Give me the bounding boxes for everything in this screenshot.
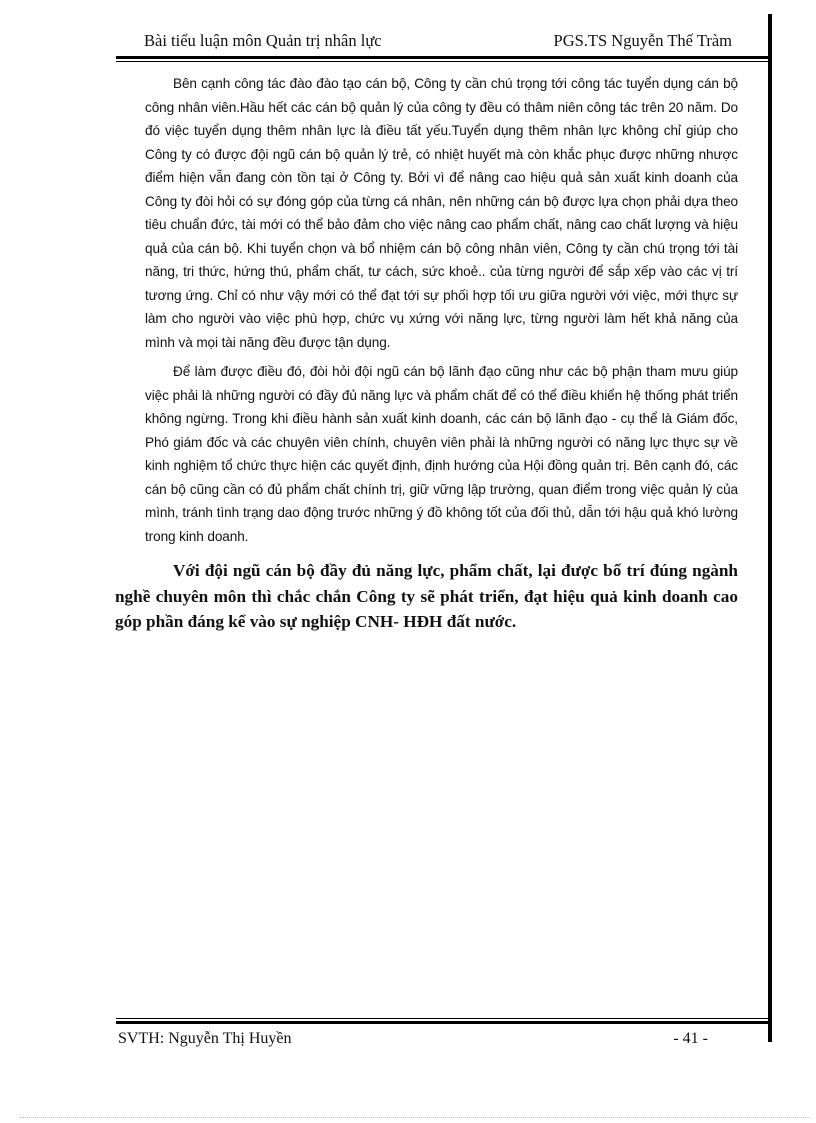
- footer-student-name: SVTH: Nguyễn Thị Huyền: [118, 1030, 292, 1047]
- page-number: - 41 -: [673, 1030, 708, 1047]
- header-course-title: Bài tiểu luận môn Quản trị nhân lực: [144, 31, 382, 50]
- header-rule-thin: [116, 61, 768, 62]
- paragraph-leadership: Để làm được điều đó, đòi hỏi đội ngũ cán bộ lãnh đạo cũng như các bộ phận tham mưu giúp việc phải là những người có đầy đủ năng lực và phẩm chất để có thể điều khiển hệ thống phát triển không ngừng. Trong khi điều hành sản xuất kinh doanh, các cán bộ lãnh đạo - cụ thể là Giám đốc, Phó giám đốc và các chuyên viên chính, chuyên viên phải là những người có năng lực thực sự về kinh nghiệm tổ chức thực hiện các quyết định, định hướng của Hội đồng quản trị. Bên cạnh đó, các cán bộ cũng cần có đủ phẩm chất chính trị, giữ vững lập trường, quan điểm trong việc quản lý của mình, tránh tình trạng dao động trước những ý đồ không tốt của đối thủ, dẫn tới hậu quả khó lường trong kinh doanh.: [145, 364, 738, 544]
- header-rule-thick: [116, 56, 768, 59]
- paragraph-recruitment: Bên cạnh công tác đào đào tạo cán bộ, Công ty cần chú trọng tới công tác tuyển dụng cán bộ công nhân viên.Hầu hết các cán bộ quản lý của công ty đều có thâm niên công tác trên 20 năm. Do đó việc tuyển dụng thêm nhân lực là điều tất yếu.Tuyển dụng thêm nhân lực không chỉ giúp cho Công ty có được đội ngũ cán bộ quản lý trẻ, có nhiệt huyết mà còn khắc phục được những nhược điểm hiện vẫn đang còn tồn tại ở Công ty. Bởi vì để nâng cao hiệu quả sản xuất kinh doanh của Công ty đòi hỏi có sự đóng góp của từng cá nhân, nên những cán bộ được lựa chọn phải dựa theo tiêu chuẩn đức, tài mới có thể bảo đảm cho việc nâng cao phẩm chất, nâng cao chất lượng và hiệu quả của cán bộ. Khi tuyển chọn và bổ nhiệm cán bộ công nhân viên, Công ty cần chú trọng tới tài năng, tri thức, hứng thú, phẩm chất, tư cách, sức khoẻ.. của từng người để sắp xếp vào các vị trí tương ứng. Chỉ có như vậy mới có thể đạt tới sự phối hợp tối ưu giữa người với việc, mới thực sự làm cho người vào việc phù hợp, chức vụ xứng với năng lực, từng người làm hết khả năng của mình và mọi tài năng đều được tận dụng.: [145, 76, 738, 350]
- footer-rule-thin: [116, 1018, 768, 1019]
- main-content: [115, 72, 738, 635]
- paragraph-conclusion: Với đội ngũ cán bộ đầy đủ năng lực, phẩm chất, lại được bố trí đúng ngành nghề chuyên môn thì chắc chắn Công ty sẽ phát triển, đạt hiệu quả kinh doanh cao góp phần đáng kể vào sự nghiệp CNH- HĐH đất nước.: [115, 561, 738, 631]
- page-bottom-edge: [20, 1117, 810, 1118]
- header-instructor: PGS.TS Nguyễn Thế Tràm: [553, 31, 732, 50]
- footer-rule-thick: [116, 1021, 768, 1024]
- page-header: [116, 28, 768, 56]
- page-footer: [116, 1030, 768, 1054]
